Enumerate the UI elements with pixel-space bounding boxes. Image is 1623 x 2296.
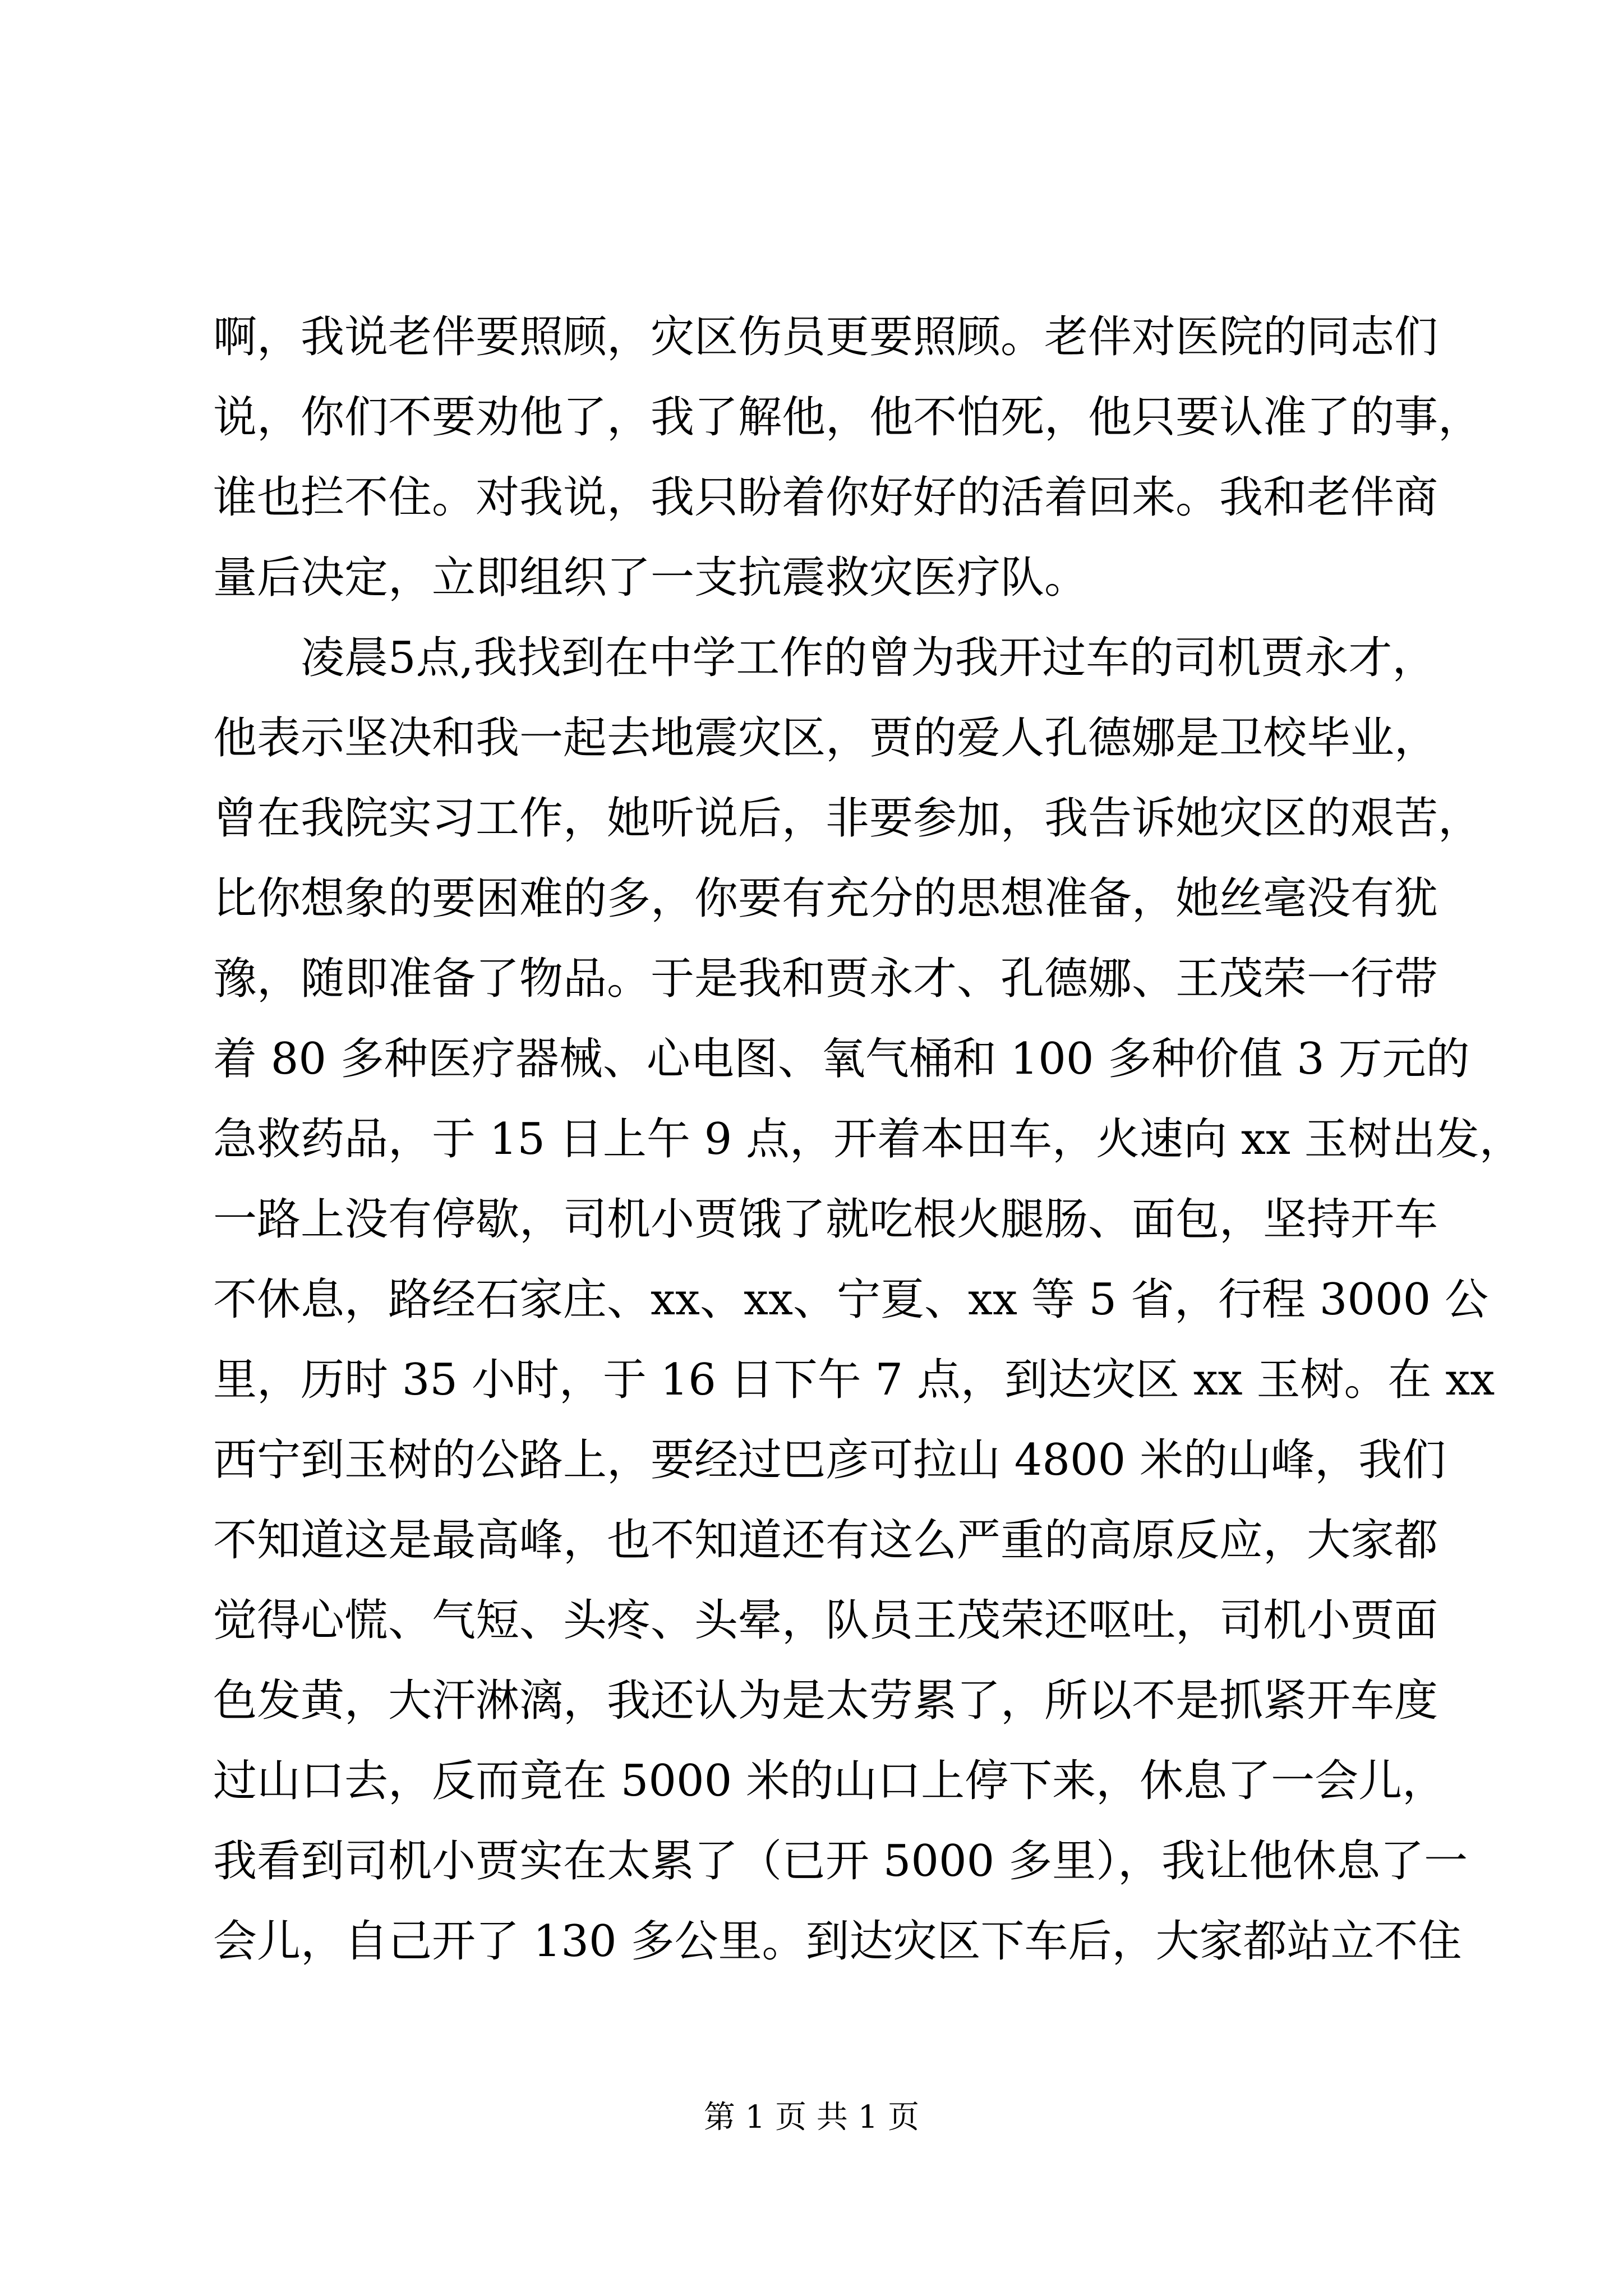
text-line-9: 豫，随即准备了物品。于是我和贾永才、孔德娜、王茂荣一行带 [213, 954, 1438, 1004]
text-line-13: 不休息，路经石家庄、xx、xx、宁夏、xx 等 5 省，行程 3000 公 [213, 1274, 1489, 1325]
text-line-3: 谁也拦不住。对我说，我只盼着你好好的活着回来。我和老伴商 [213, 472, 1438, 523]
text-line-7: 曾在我院实习工作，她听说后，非要参加，我告诉她灾区的艰苦， [213, 793, 1482, 844]
text-line-14: 里，历时 35 小时，于 16 日下午 7 点，到达灾区 xx 玉树。在 xx [213, 1355, 1495, 1405]
text-line-5: 凌晨5点,我找到在中学工作的曾为我开过车的司机贾永才， [301, 633, 1436, 683]
text-line-4: 量后决定，立即组织了一支抗震救灾医疗队。 [213, 553, 1089, 603]
text-line-8: 比你想象的要困难的多，你要有充分的思想准备，她丝毫没有犹 [213, 873, 1438, 924]
page-number-footer: 第 1 页 共 1 页 [703, 2099, 920, 2136]
text-line-21: 会儿，自己开了 130 多公里。到达灾区下车后，大家都站立不住 [213, 1916, 1462, 1967]
text-line-10: 着 80 多种医疗器械、心电图、氧气桶和 100 多种价值 3 万元的 [213, 1034, 1470, 1084]
text-line-18: 色发黄，大汗淋漓，我还认为是太劳累了，所以不是抓紧开车度 [213, 1676, 1438, 1726]
text-line-20: 我看到司机小贾实在太累了（已开 5000 多里），我让他休息了一 [213, 1836, 1468, 1887]
text-line-17: 觉得心慌、气短、头疼、头晕，队员王茂荣还呕吐，司机小贾面 [213, 1595, 1438, 1646]
text-line-11: 急救药品，于 15 日上午 9 点，开着本田车，火速向 xx 玉树出发， [213, 1114, 1523, 1165]
text-line-12: 一路上没有停歇，司机小贾饿了就吃根火腿肠、面包，坚持开车 [213, 1194, 1438, 1245]
text-line-6: 他表示坚决和我一起去地震灾区，贾的爱人孔德娜是卫校毕业， [213, 713, 1438, 763]
text-line-15: 西宁到玉树的公路上，要经过巴彦可拉山 4800 米的山峰，我们 [213, 1435, 1446, 1485]
text-line-2: 说，你们不要劝他了，我了解他，他不怕死，他只要认准了的事， [213, 392, 1482, 443]
text-line-1: 啊，我说老伴要照顾，灾区伤员更要照顾。老伴对医院的同志们 [213, 312, 1438, 362]
text-line-19: 过山口去，反而竟在 5000 米的山口上停下来，休息了一会儿， [213, 1756, 1446, 1806]
text-line-16: 不知道这是最高峰，也不知道还有这么严重的高原反应，大家都 [213, 1515, 1438, 1566]
document-body [213, 297, 1523, 1982]
